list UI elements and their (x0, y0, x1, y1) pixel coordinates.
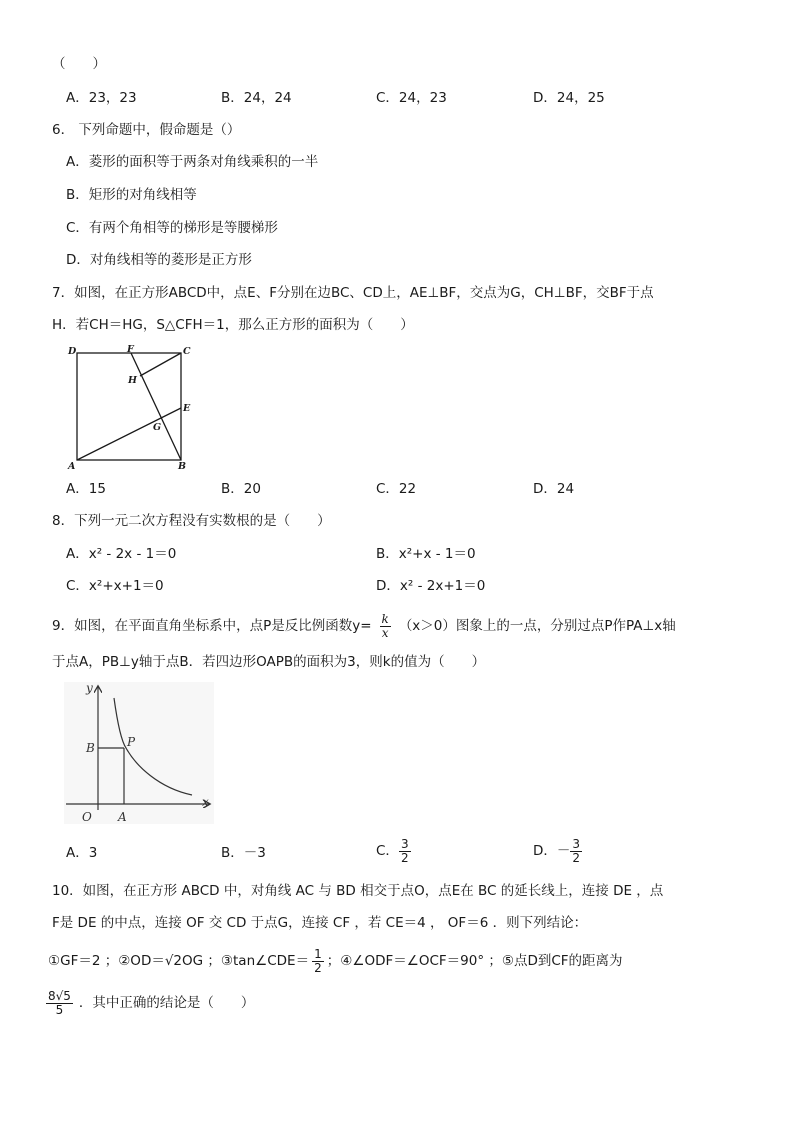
frac-num: 8√5 (48, 988, 71, 1003)
label-e: E (183, 403, 191, 414)
q9-coordinate-figure (64, 682, 224, 826)
q7-option-d: D．24 (533, 481, 575, 497)
segment-bf (131, 353, 181, 460)
q6-option-d: D．对角线相等的菱形是正方形 (66, 252, 252, 268)
q5-option-d: D．24，25 (533, 90, 605, 106)
label-f: F (127, 344, 134, 355)
q10-conclusions-line (48, 944, 623, 978)
label-b: B (86, 741, 95, 755)
label-h: H (128, 375, 137, 386)
q9-option-d (533, 834, 582, 868)
q7-stem-line2: H．若CH＝HG，S△CFH＝1，那么正方形的面积为（ ） (52, 317, 414, 333)
axis-label-x: x (202, 795, 209, 809)
q8-option-d: D．x² - 2x+1＝0 (376, 578, 486, 594)
q9-stem-post: （x＞0）图象上的一点，分别过点P作PA⊥x轴 (398, 618, 676, 634)
q8-option-c: C．x²+x+1＝0 (66, 578, 164, 594)
q9-option-c (376, 834, 411, 868)
q8-option-a: A．x² - 2x - 1＝0 (66, 546, 177, 562)
q9-option-c-fraction (399, 838, 411, 865)
label-b: B (178, 461, 187, 472)
q9-option-d-fraction (570, 838, 582, 865)
q8-option-b: B．x²+x - 1＝0 (376, 546, 476, 562)
q9-stem-pre: 9．如图，在平面直角坐标系中，点P是反比例函数y= (52, 618, 372, 634)
q10-fraction-distance (46, 990, 73, 1017)
q9-option-b: B．－3 (221, 845, 266, 861)
q8-stem: 8．下列一元二次方程没有实数根的是（ ） (52, 513, 331, 529)
label-a: A (118, 810, 127, 824)
q5-option-c: C．24，23 (376, 90, 447, 106)
q7-option-c: C．22 (376, 481, 417, 497)
q10-final-line (46, 986, 254, 1020)
q6-option-b: B．矩形的对角线相等 (66, 187, 197, 203)
frac-num: 3 (400, 836, 409, 851)
frac-num: 3 (572, 836, 581, 851)
q7-option-b: B．20 (221, 481, 261, 497)
q10-stem-line1: 10．如图，在正方形 ABCD 中，对角线 AC 与 BD 相交于点O，点E在 BC 的延长线上，连接 DE ，点 (52, 883, 664, 899)
label-c: C (183, 346, 191, 357)
frac-den: 2 (400, 850, 409, 865)
q9-option-c-label: C． (376, 843, 399, 859)
q9-stem-line1 (52, 611, 676, 641)
q7-stem-line1: 7．如图，在正方形ABCD中，点E、F分别在边BC、CD上，AE⊥BF，交点为G，CH⊥BF，交BF于点 (52, 285, 654, 301)
q10-conclusions-1-3: ①GF＝2 ；②OD＝√2OG ；③tan∠CDE＝ (48, 953, 310, 969)
label-origin: O (82, 810, 92, 824)
q9-frac-num: k (381, 611, 389, 626)
q10-conclusions-4-5: ；④∠ODF＝∠OCF＝90° ；⑤点D到CF的距离为 (326, 953, 623, 969)
q6-stem: 6． 下列命题中，假命题是（） (52, 122, 241, 138)
label-a: A (68, 461, 76, 472)
q9-stem-line2: 于点A，PB⊥y轴于点B．若四边形OAPB的面积为3，则k的值为（ ） (52, 654, 486, 670)
q7-square-figure (64, 342, 200, 474)
q5-option-a: A．23，23 (66, 90, 137, 106)
q6-option-c: C．有两个角相等的梯形是等腰梯形 (66, 220, 278, 236)
q6-option-a: A．菱形的面积等于两条对角线乘积的一半 (66, 154, 319, 170)
q5-option-b: B．24，24 (221, 90, 292, 106)
q9-option-a: A．3 (66, 845, 98, 861)
frac-den: 5 (55, 1002, 64, 1017)
q9-option-d-label: D．－ (533, 843, 571, 859)
frac-den: 2 (314, 960, 322, 975)
q10-stem-line2: F是 DE 的中点，连接 OF 交 CD 于点G，连接 CF ，若 CE＝4 ， OF＝6 ．则下列结论： (52, 915, 588, 931)
axis-label-y: y (86, 682, 93, 695)
q5-answer-paren: （ ） (52, 56, 106, 72)
q7-option-a: A．15 (66, 481, 106, 497)
q9-fraction-k-over-x (380, 613, 391, 640)
segment-ch (140, 353, 181, 376)
q9-frac-den: x (381, 625, 389, 640)
frac-den: 2 (572, 850, 581, 865)
square-abcd (77, 353, 181, 460)
q10-fraction-one-half (312, 948, 324, 975)
q10-final-text: ．其中正确的结论是（ ） (78, 995, 255, 1011)
segment-ae (77, 408, 181, 460)
label-d: D (68, 346, 77, 357)
label-g: G (153, 422, 162, 433)
label-p: P (127, 735, 136, 749)
frac-num: 1 (314, 946, 322, 961)
